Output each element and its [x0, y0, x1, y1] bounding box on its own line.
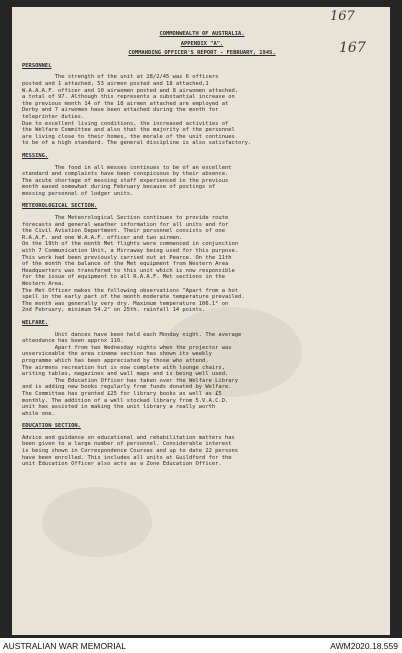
- report-title: COMMANDING OFFICER'S REPORT - FEBRUARY, 1945.: [128, 50, 276, 57]
- section-body-welfare: Unit dances have been held each Monday night. The average attendance has been approx 110. Apart from two Wednesday nights when the projector was unserviceable the area cinema section has shown its weekly programme which has been appreciated by those who attend. The airmens recreation hut is now complete with lounge chairs, writing tables, magazines and wall maps and is being well used. The Education Officer has taken over the Welfare Library and is adding new books regularly from funds donated by Welfare. The Committee has granted £25 for library books as well as £5 monthly. The addition of a well stocked library from 5.V.A.C.D. unit has assisted in making the unit library a really worth while one.: [22, 331, 242, 417]
- document-heading: COMMONWEALTH OF AUSTRALIA.: [159, 31, 245, 37]
- section-body-education: Advice and guidance on educational and rehabilitation matters has been given to a large number of personnel. Considerable interest is being shown in Correspondence Courses and up to date 22 persons have been enrolled. This includes all units at Guildford for the unit Education Officer also acts as a Zone Education Officer.: [22, 434, 239, 468]
- appendix-label: APPENDIX "A".: [180, 40, 224, 47]
- archive-reference: AWM2020.18.559: [330, 641, 398, 651]
- archive-name: AUSTRALIAN WAR MEMORIAL: [3, 641, 126, 651]
- section-title-personnel: PERSONNEL: [22, 62, 52, 69]
- report-text: [22, 31, 382, 468]
- archive-footer: [0, 638, 402, 653]
- section-title-welfare: WELFARE.: [22, 319, 49, 326]
- section-title-meteorological: METEOROLOGICAL SECTION.: [22, 203, 98, 210]
- handwritten-folio: 167: [339, 40, 366, 56]
- section-body-messing: The food in all messes continues to be of an excellent standard and complaints have been conspicuous by their absence. The acute shortage of messing staff experienced in the previous month eased somewhat during February because of postings of messing personnel of lodger units.: [22, 164, 232, 197]
- section-body-personnel: The strength of the unit at 28/2/45 was 6 officers posted and 1 attached, 53 airmen posted and 18 attached,1 W.A.A.A.F. officer and 10 airwomen posted and 8 airwomen attached, a total of 97. Although this represents a substantial increase on the previous month 14 of the 18 airmen attached are employed at Derby and 7 airwomen have been attached during the month for teleprinter duties. Due to excellent living conditions, the increased activities of the Welfare Committee and also that the majority of the personnel are living close to their homes, the morale of the unit continues to be of a high standard. The general discipline is also satisfactory.: [22, 74, 252, 147]
- section-title-education: EDUCATION SECTION.: [22, 423, 81, 430]
- section-title-messing: MESSING.: [22, 152, 49, 159]
- section-body-meteorological: The Meteorological Section continues to provide route forecasts and general weather information for all units and for the Civil Aviation Department. Their personnel consists of one R.A.A.F. and one W.A.A.F. officer and two airmen. On the 19th of the month Met flights were commenced in conjunction with 7 Communication Unit, a Hirraway being used for this purpose. This work had been previously carried out at Pearce. On the 11th of the month the balance of the Met equipment from Western Area Headquarters was transfered to this unit which is now responsible for the issue of equipment to all R.A.A.F. Met sections in the Western Area. The Met Officer makes the following observations "Apart from a hot spell in the early part of the month moderate temperature prevailed. The month was generally very dry. Maximum temperature 106.1° on 2nd February, minimum 54.2° on 25th. rainfall 14 points.: [22, 215, 245, 314]
- handwritten-number: 167: [330, 9, 355, 24]
